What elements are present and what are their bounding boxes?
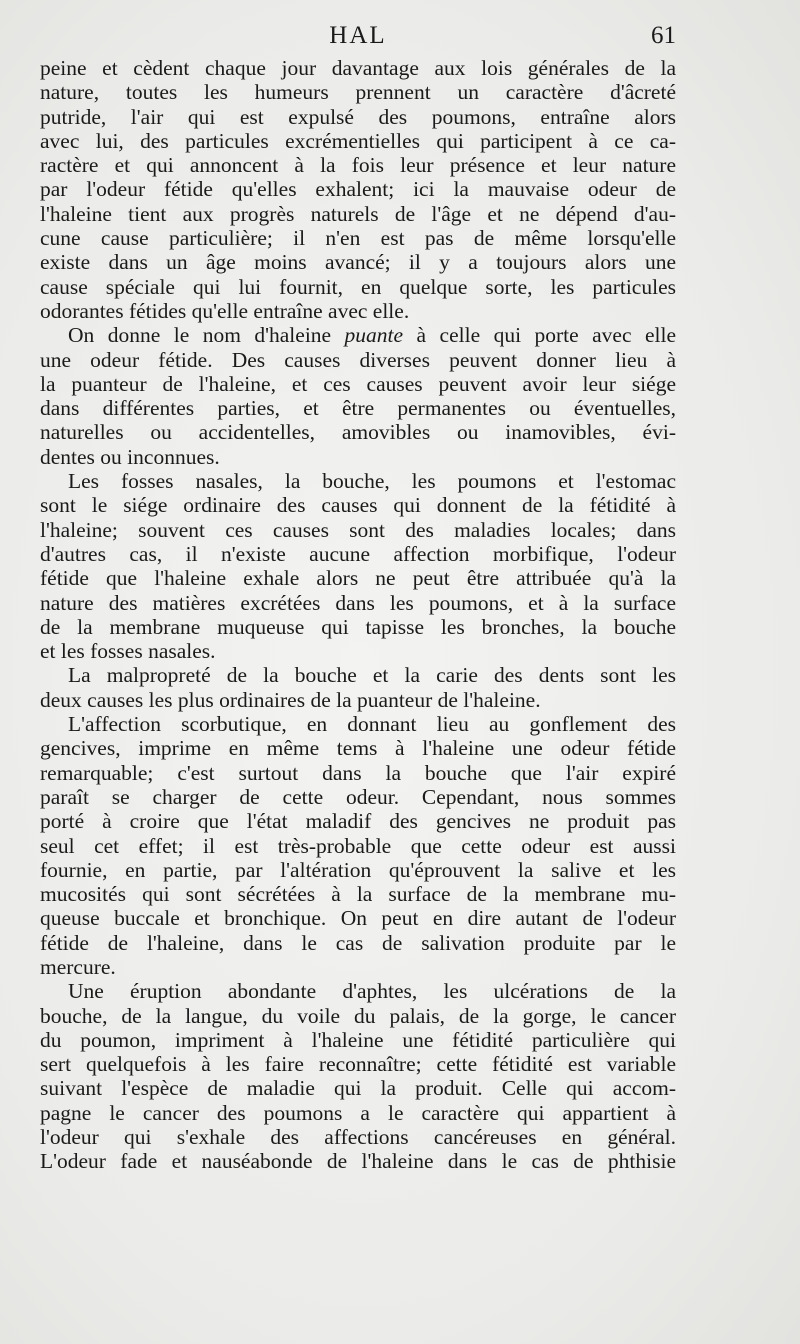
text-segment: On donne le nom d'haleine xyxy=(68,323,345,348)
text-line: pagne le cancer des poumons a le caractère qui appartient à xyxy=(40,1100,676,1125)
text-line: paraît se charger de cette odeur. Cependant, nous sommes xyxy=(40,784,676,809)
text-line: nature des matières excrétées dans les poumons, et à la surface xyxy=(40,590,676,615)
text-line: gencives, imprime en même tems à l'haleine une odeur fétide xyxy=(40,736,676,761)
text-line: par l'odeur fétide qu'elles exhalent; ici la mauvaise odeur de xyxy=(40,177,676,202)
text-line: putride, l'air qui est expulsé des poumons, entraîne alors xyxy=(40,104,676,129)
text-line: fétide de l'haleine, dans le cas de salivation produite par le xyxy=(40,930,676,955)
text-line: queuse buccale et bronchique. On peut en dire autant de l'odeur xyxy=(40,906,676,931)
text-segment: à celle qui porte avec elle xyxy=(403,323,676,348)
text-line: dentes ou inconnues. xyxy=(40,444,220,469)
page-header xyxy=(40,22,676,52)
text-line: mucosités qui sont sécrétées à la surface de la membrane mu- xyxy=(40,882,676,907)
text-line: l'odeur qui s'exhale des affections cancéreuses en général. xyxy=(40,1125,676,1150)
text-line: La malpropreté de la bouche et la carie des dents sont les xyxy=(68,663,676,688)
text-line xyxy=(40,323,676,347)
text-line: remarquable; c'est surtout dans la bouche que l'air expiré xyxy=(40,760,676,785)
text-line: d'autres cas, il n'existe aucune affection morbifique, l'odeur xyxy=(40,541,676,566)
italic-term: puante xyxy=(344,323,404,348)
text-line: dans différentes parties, et être permanentes ou éventuelles, xyxy=(40,396,676,421)
text-line: Une éruption abondante d'aphtes, les ulcérations de la xyxy=(68,979,676,1004)
text-line: la puanteur de l'haleine, et ces causes peuvent avoir leur siége xyxy=(40,371,676,396)
text-line: bouche, de la langue, du voile du palais, de la gorge, le cancer xyxy=(40,1003,676,1028)
page-number: 61 xyxy=(651,22,676,49)
text-line: L'odeur fade et nauséabonde de l'haleine dans le cas de phthisie xyxy=(40,1149,676,1174)
text-line: et les fosses nasales. xyxy=(40,639,216,664)
text-line: cause spéciale qui lui fournit, en quelque sorte, les particules xyxy=(40,274,676,299)
text-line: sert quelquefois à les faire reconnaître; cette fétidité est variable xyxy=(40,1052,676,1077)
text-line: L'affection scorbutique, en donnant lieu au gonflement des xyxy=(68,712,676,737)
text-line: deux causes les plus ordinaires de la puanteur de l'haleine. xyxy=(40,687,541,712)
text-line: de la membrane muqueuse qui tapisse les bronches, la bouche xyxy=(40,614,676,639)
running-head: HAL xyxy=(329,22,387,49)
text-line: mercure. xyxy=(40,954,116,979)
text-line: l'haleine tient aux progrès naturels de l'âge et ne dépend d'au- xyxy=(40,201,676,226)
text-line: du poumon, impriment à l'haleine une fétidité particulière qui xyxy=(40,1027,676,1052)
text-line: l'haleine; souvent ces causes sont des maladies locales; dans xyxy=(40,517,676,542)
text-line: suivant l'espèce de maladie qui la produit. Celle qui accom- xyxy=(40,1076,676,1101)
text-line: seul cet effet; il est très-probable que cette odeur est aussi xyxy=(40,833,676,858)
text-line: fournie, en partie, par l'altération qu'éprouvent la salive et les xyxy=(40,857,676,882)
text-line: cune cause particulière; il n'en est pas de même lorsqu'elle xyxy=(40,226,676,251)
text-line: porté à croire que l'état maladif des gencives ne produit pas xyxy=(40,809,676,834)
text-line: avec lui, des particules excrémentielles qui participent à ce ca- xyxy=(40,128,676,153)
text-line: fétide que l'haleine exhale alors ne peut être attribuée qu'à la xyxy=(40,566,676,591)
text-line: nature, toutes les humeurs prennent un caractère d'âcreté xyxy=(40,80,676,105)
body-text xyxy=(40,56,676,1174)
text-line: odorantes fétides qu'elle entraîne avec elle. xyxy=(40,298,410,323)
text-line: naturelles ou accidentelles, amovibles ou inamovibles, évi- xyxy=(40,420,676,445)
text-line: ractère et qui annoncent à la fois leur présence et leur nature xyxy=(40,153,676,178)
text-line: existe dans un âge moins avancé; il y a toujours alors une xyxy=(40,250,676,275)
text-line: Les fosses nasales, la bouche, les poumons et l'estomac xyxy=(68,469,676,494)
text-line: sont le siége ordinaire des causes qui donnent de la fétidité à xyxy=(40,493,676,518)
text-line: peine et cèdent chaque jour davantage aux lois générales de la xyxy=(40,56,676,80)
text-line: une odeur fétide. Des causes diverses peuvent donner lieu à xyxy=(40,347,676,372)
